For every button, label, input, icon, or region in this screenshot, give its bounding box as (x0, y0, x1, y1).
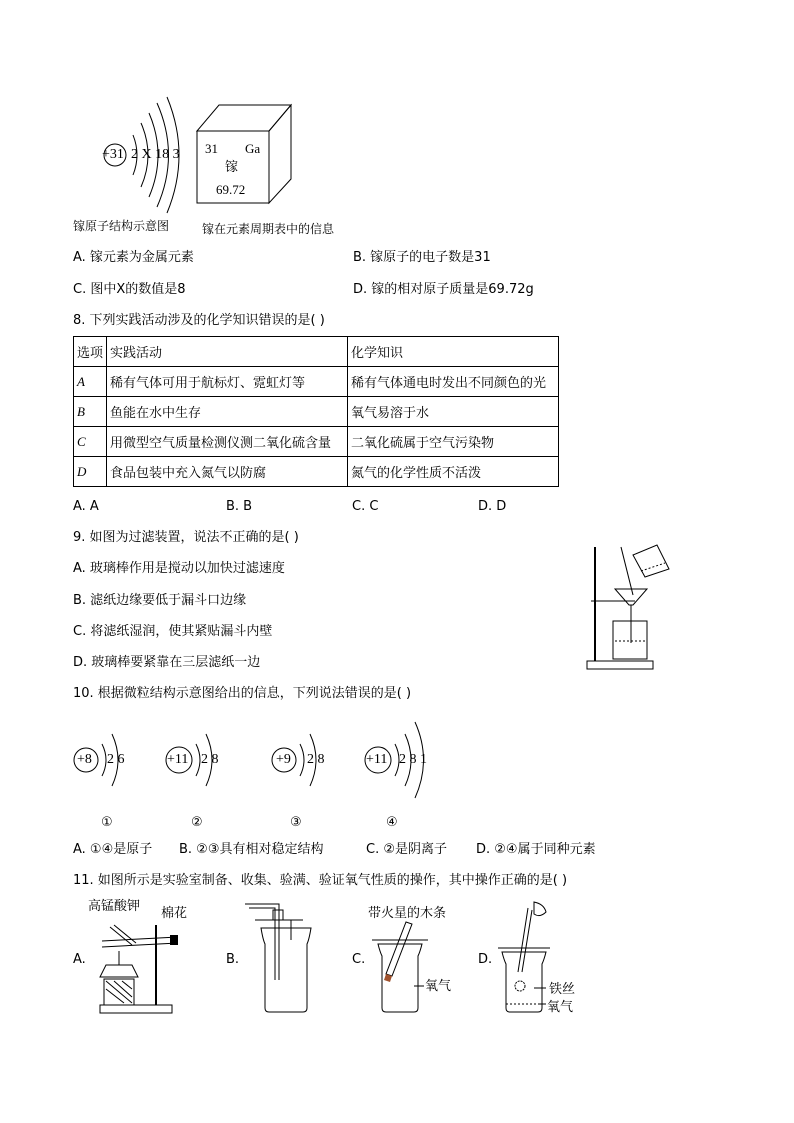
q9-stem: 9. 如图为过滤装置，说法不正确的是( ) (73, 530, 299, 545)
particle-3-shells: 2 8 (307, 752, 325, 767)
particle-2-shells: 2 8 (201, 752, 219, 767)
table-cell: 鱼能在水中生存 (107, 397, 348, 427)
table-cell: 食品包装中充入氮气以防腐 (107, 457, 348, 487)
q11-option-c[interactable]: C. (352, 952, 366, 967)
q11-option-d[interactable]: D. (478, 952, 493, 967)
table-cell: 稀有气体可用于航标灯、霓虹灯等 (107, 367, 348, 397)
table-header-cell: 实践活动 (107, 337, 348, 367)
q10-stem: 10. 根据微粒结构示意图给出的信息，下列说法错误的是( ) (73, 686, 412, 701)
q8-option-b[interactable]: B. B (226, 499, 253, 514)
particle-4-nucleus: +11 (366, 752, 388, 767)
q11-option-a[interactable]: A. (73, 952, 86, 967)
q10-option-d[interactable]: D. ②④属于同种元素 (476, 842, 596, 857)
ga-chinese-name: 镓 (225, 160, 239, 175)
ga-symbol: Ga (245, 141, 261, 156)
q9-option-a[interactable]: A. 玻璃棒作用是搅动以加快过滤速度 (73, 561, 285, 576)
q11-option-b[interactable]: B. (226, 952, 240, 967)
particle-2-nucleus: +11 (167, 752, 189, 767)
q8-option-a[interactable]: A. A (73, 499, 99, 514)
table-cell: 二氧化硫属于空气污染物 (348, 427, 559, 457)
ga-atom-caption: 镓原子结构示意图 (73, 219, 170, 233)
q8-option-c[interactable]: C. C (352, 499, 379, 514)
filtration-apparatus-figure (585, 543, 675, 671)
ga-atomic-number: 31 (205, 141, 218, 156)
particle-1-label: ① (101, 815, 113, 830)
ga-atomic-mass: 69.72 (216, 182, 246, 197)
q7-option-a[interactable]: A. 镓元素为金属元素 (73, 250, 194, 265)
table-row (74, 427, 559, 457)
label-potassium-permanganate: 高锰酸钾 (88, 899, 141, 914)
particle-4-shells: 2 8 1 (399, 752, 427, 767)
table-cell: 氧气易溶于水 (348, 397, 559, 427)
table-cell: A (74, 367, 107, 397)
q9-option-b[interactable]: B. 滤纸边缘要低于漏斗口边缘 (73, 593, 247, 608)
label-glowing-splint: 带火星的木条 (368, 906, 447, 921)
label-iron-wire: 铁丝 (549, 982, 576, 997)
table-header-row (74, 337, 559, 367)
table-row (74, 367, 559, 397)
table-header-cell: 选项 (74, 337, 107, 367)
label-oxygen-c: 氧气 (425, 979, 452, 994)
q8-option-d[interactable]: D. D (478, 499, 507, 514)
q7-option-c[interactable]: C. 图中X的数值是8 (73, 282, 186, 297)
q9-option-c[interactable]: C. 将滤纸湿润，使其紧贴漏斗内壁 (73, 624, 273, 639)
heating-apparatus-figure (92, 915, 192, 1015)
table-header-cell: 化学知识 (348, 337, 559, 367)
oxygen-test-splint-figure (370, 920, 430, 1015)
particle-2-label: ② (191, 815, 203, 830)
table-cell: C (74, 427, 107, 457)
label-oxygen-d: 氧气 (547, 1000, 574, 1015)
table-cell: D (74, 457, 107, 487)
ga-nucleus: +31 (102, 147, 124, 162)
q9-option-d[interactable]: D. 玻璃棒要紧靠在三层滤纸一边 (73, 655, 261, 670)
q10-option-b[interactable]: B. ②③具有相对稳定结构 (179, 842, 324, 857)
q7-option-b[interactable]: B. 镓原子的电子数是31 (353, 250, 491, 265)
table-cell: 稀有气体通电时发出不同颜色的光 (348, 367, 559, 397)
particle-3-nucleus: +9 (276, 752, 291, 767)
q10-option-a[interactable]: A. ①④是原子 (73, 842, 153, 857)
particle-1-shells: 2 6 (107, 752, 125, 767)
q11-stem: 11. 如图所示是实验室制备、收集、验满、验证氧气性质的操作，其中操作正确的是( ) (73, 873, 568, 888)
iron-wire-combustion-figure (494, 900, 554, 1015)
periodic-cell-caption: 镓在元素周期表中的信息 (202, 222, 335, 236)
gas-collection-bottle-figure (243, 900, 323, 1015)
table-row (74, 457, 559, 487)
table-cell: 用微型空气质量检测仪测二氧化硫含量 (107, 427, 348, 457)
table-cell: B (74, 397, 107, 427)
particle-1-nucleus: +8 (77, 752, 92, 767)
particle-3-label: ③ (290, 815, 302, 830)
q10-option-c[interactable]: C. ②是阴离子 (366, 842, 447, 857)
table-cell: 氮气的化学性质不活泼 (348, 457, 559, 487)
q8-stem: 8. 下列实践活动涉及的化学知识错误的是( ) (73, 313, 325, 328)
table-row (74, 397, 559, 427)
q8-table (73, 336, 559, 487)
particle-4-label: ④ (386, 815, 398, 830)
label-cotton: 棉花 (161, 906, 188, 921)
q7-option-d[interactable]: D. 镓的相对原子质量是69.72g (353, 282, 534, 297)
ga-shells: 2 X 18 3 (131, 147, 180, 162)
